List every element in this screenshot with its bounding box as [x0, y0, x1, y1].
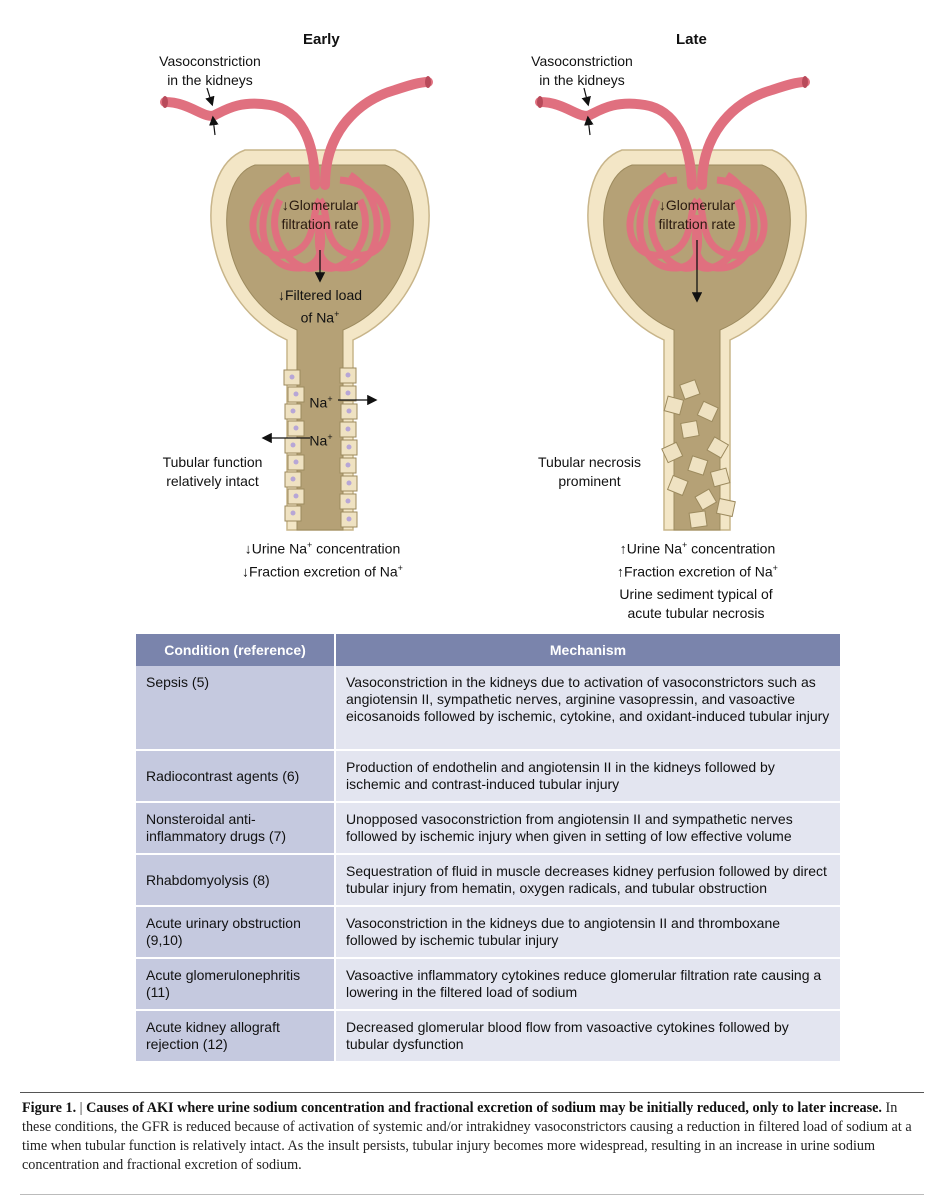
early-tubular-label: Tubular function relatively intact: [162, 454, 263, 489]
early-gfr-label: ↓Glomerular filtration rate: [281, 197, 359, 232]
table-row: Nonsteroidal anti-inflammatory drugs (7) Unopposed vasoconstriction from angiotensin II and sympathetic nerves followed by ischemic injury when given in setting of low effective volume: [136, 802, 840, 854]
table-row: Radiocontrast agents (6) Production of endothelin and angiotensin II in the kidneys followed by ischemic and contrast-induced tubular injury: [136, 750, 840, 802]
early-title: Early: [303, 31, 340, 48]
caption-title: Causes of AKI where urine sodium concentration and fractional excretion of sodium may be initially reduced, only to later increase.: [86, 1100, 882, 1116]
table-row: Acute glomerulonephritis (11) Vasoactive inflammatory cytokines reduce glomerular filtration rate causing a lowering in the filtered load of sodium: [136, 958, 840, 1010]
late-vaso-arrow-top: [584, 88, 588, 104]
early-filtered-label: ↓Filtered load of Na+: [277, 287, 363, 326]
early-na-label-2: Na+: [309, 432, 333, 449]
table-row: Sepsis (5) Vasoconstriction in the kidneys due to activation of vasoconstrictors such as angiotensin II, sympathetic nerves, arginine vasopressin, and vasoactive eicosanoids followed by ischemic, cytokine, and oxidant-induced tubular injury: [136, 666, 840, 750]
early-urine-label: ↓Urine Na+ concentration ↓Fraction excretion of Na+: [242, 540, 403, 580]
caption-rule-bottom: [20, 1194, 924, 1195]
late-vaso-label: Vasoconstriction in the kidneys: [531, 53, 633, 88]
early-vaso-arrow-top: [207, 88, 212, 104]
table-row: Rhabdomyolysis (8) Sequestration of fluid in muscle decreases kidney perfusion followed by direct tubular injury from hematin, oxygen radicals, and tubular obstruction: [136, 854, 840, 906]
table-row: Acute urinary obstruction (9,10) Vasoconstriction in the kidneys due to angiotensin II and thromboxane followed by ischemic tubular injury: [136, 906, 840, 958]
late-tubular-label: Tubular necrosis prominent: [538, 454, 641, 489]
late-gfr-label: ↓Glomerular filtration rate: [658, 197, 736, 232]
figure-caption: Figure 1. | Causes of AKI where urine sodium concentration and fractional excretion of sodium may be initially reduced, only to later increase. In these conditions, the GFR is reduced because of activation of systemic and/or intrakidney vasoconstrictors causing a reduction in filtered load of sodium at a time when tubular function is relatively intact. As the insult persists, tubular injury becomes more widespread, resulting in an increase in urine sodium concentration and fractional excretion of sodium.: [22, 1100, 912, 1173]
late-sediment-label: Urine sediment typical of acute tubular necrosis: [619, 586, 773, 621]
caption-rule-top: [20, 1092, 924, 1093]
caption-label: Figure 1.: [22, 1100, 77, 1116]
caption-body: In these conditions, the GFR is reduced because of activation of systemic and/or intrakidney vasoconstrictors causing a reduction in filtered load of sodium at a time when tubular function is relatively intact. As the insult persists, tubular injury becomes more widespread, resulting in an increase in urine sodium concentration and fractional excretion of sodium.: [22, 1100, 912, 1173]
early-na-label-1: Na+: [309, 394, 333, 411]
late-title: Late: [676, 31, 707, 48]
early-vaso-label: Vasoconstriction in the kidneys: [159, 53, 261, 88]
header-condition: Condition (reference): [136, 634, 335, 666]
header-mechanism: Mechanism: [335, 634, 840, 666]
table-row: Acute kidney allograft rejection (12) Decreased glomerular blood flow from vasoactive cytokines followed by tubular dysfunction: [136, 1010, 840, 1062]
late-urine-label: ↑Urine Na+ concentration ↑Fraction excretion of Na+: [617, 540, 778, 580]
mechanism-table: [136, 634, 840, 1063]
